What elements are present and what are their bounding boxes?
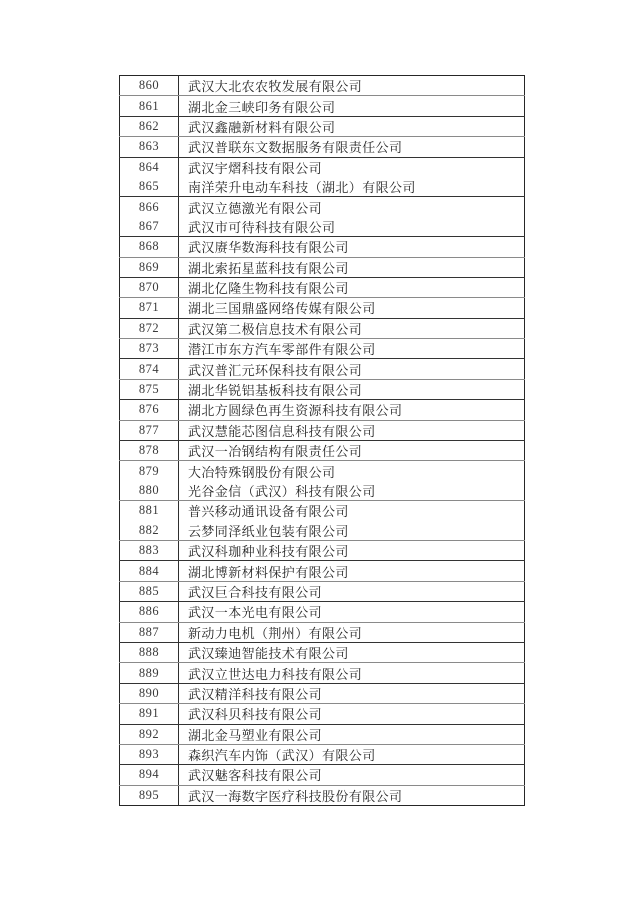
table-row <box>120 765 525 785</box>
table-row <box>120 785 525 805</box>
table-row <box>120 683 525 703</box>
company-name-cell: 武汉科贝科技有限公司 <box>179 704 525 724</box>
table-row <box>120 217 525 237</box>
company-name-cell: 武汉市可待科技有限公司 <box>179 217 525 237</box>
table-row <box>120 277 525 297</box>
company-name-cell: 武汉大北农农牧发展有限公司 <box>179 76 525 96</box>
company-table-body <box>120 76 525 806</box>
row-number-cell: 879 <box>120 461 179 481</box>
row-number-cell: 865 <box>120 177 179 197</box>
row-number-cell: 881 <box>120 501 179 521</box>
company-name-cell: 武汉立世达电力科技有限公司 <box>179 663 525 683</box>
row-number-cell: 883 <box>120 540 179 560</box>
row-number-cell: 872 <box>120 318 179 338</box>
row-number-cell: 893 <box>120 744 179 764</box>
table-row <box>120 359 525 379</box>
row-number-cell: 862 <box>120 116 179 136</box>
row-number-cell: 895 <box>120 785 179 805</box>
company-name-cell: 武汉慧能芯图信息科技有限公司 <box>179 420 525 440</box>
company-table-container <box>119 75 525 806</box>
row-number-cell: 886 <box>120 602 179 622</box>
table-row <box>120 339 525 359</box>
company-name-cell: 武汉魅客科技有限公司 <box>179 765 525 785</box>
table-row <box>120 441 525 461</box>
table-row <box>120 501 525 521</box>
table-row <box>120 379 525 399</box>
row-number-cell: 874 <box>120 359 179 379</box>
company-name-cell: 湖北博新材料保护有限公司 <box>179 561 525 581</box>
company-name-cell: 武汉巨合科技有限公司 <box>179 581 525 601</box>
row-number-cell: 866 <box>120 197 179 217</box>
table-row <box>120 602 525 622</box>
table-row <box>120 622 525 642</box>
row-number-cell: 877 <box>120 420 179 440</box>
company-name-cell: 武汉臻迪智能技术有限公司 <box>179 642 525 662</box>
row-number-cell: 861 <box>120 96 179 116</box>
table-row <box>120 642 525 662</box>
company-name-cell: 湖北金马塑业有限公司 <box>179 724 525 744</box>
row-number-cell: 885 <box>120 581 179 601</box>
company-name-cell: 大冶特殊钢股份有限公司 <box>188 464 336 480</box>
company-table <box>119 75 525 806</box>
company-name-cell: 湖北三国鼎盛网络传媒有限公司 <box>179 298 525 318</box>
row-number-cell: 869 <box>120 257 179 277</box>
company-name-cell: 武汉第二极信息技术有限公司 <box>179 318 525 338</box>
company-name-cell: 湖北索拓星蓝科技有限公司 <box>179 257 525 277</box>
company-name-cell: 武汉一本光电有限公司 <box>179 602 525 622</box>
row-number-cell: 870 <box>120 277 179 297</box>
company-name-cell: 武汉一冶钢结构有限责任公司 <box>179 441 525 461</box>
row-number-cell: 878 <box>120 441 179 461</box>
company-name-cell: 南洋荣升电动车科技（湖北）有限公司 <box>179 177 525 197</box>
table-row <box>120 157 525 177</box>
table-row <box>120 76 525 96</box>
table-row <box>120 521 525 541</box>
row-number-cell: 871 <box>120 298 179 318</box>
company-name-cell: 武汉一海数字医疗科技股份有限公司 <box>188 788 403 804</box>
table-row <box>120 177 525 197</box>
table-row <box>120 137 525 157</box>
company-name-cell: 新动力电机（荆州）有限公司 <box>179 622 525 642</box>
row-number-cell: 867 <box>120 217 179 237</box>
table-row <box>120 481 525 501</box>
table-row <box>120 561 525 581</box>
table-row <box>120 704 525 724</box>
row-number-cell: 884 <box>120 561 179 581</box>
table-row <box>120 116 525 136</box>
table-row <box>120 96 525 116</box>
company-name-cell: 湖北方圆绿色再生资源科技有限公司 <box>179 400 525 420</box>
row-number-cell: 887 <box>120 622 179 642</box>
company-name-cell: 森织汽车内饰（武汉）有限公司 <box>179 744 525 764</box>
company-name-cell: 湖北亿隆生物科技有限公司 <box>179 277 525 297</box>
company-name-cell: 武汉鑫融新材料有限公司 <box>179 116 525 136</box>
row-number-cell: 868 <box>120 237 179 257</box>
company-name-cell: 湖北华锐铝基板科技有限公司 <box>179 379 525 399</box>
table-row <box>120 318 525 338</box>
table-row <box>120 581 525 601</box>
table-row <box>120 540 525 560</box>
row-number-cell: 876 <box>120 400 179 420</box>
company-name-cell: 云梦同泽纸业包装有限公司 <box>179 521 525 541</box>
company-name-cell: 武汉宇熠科技有限公司 <box>188 160 323 176</box>
table-row <box>120 237 525 257</box>
row-number-cell: 863 <box>120 137 179 157</box>
company-name-cell: 普兴移动通讯设备有限公司 <box>188 504 349 520</box>
company-name-cell: 湖北金三峡印务有限公司 <box>179 96 525 116</box>
row-number-cell: 864 <box>120 157 179 177</box>
company-name-cell: 潜江市东方汽车零部件有限公司 <box>179 339 525 359</box>
row-number-cell: 892 <box>120 724 179 744</box>
row-number-cell: 891 <box>120 704 179 724</box>
company-name-cell: 光谷金信（武汉）科技有限公司 <box>179 481 525 501</box>
row-number-cell: 889 <box>120 663 179 683</box>
row-number-cell: 882 <box>120 521 179 541</box>
table-row <box>120 461 525 481</box>
company-name-cell: 武汉赓华数海科技有限公司 <box>179 237 525 257</box>
company-name-cell: 武汉精洋科技有限公司 <box>179 683 525 703</box>
row-number-cell: 894 <box>120 765 179 785</box>
table-row <box>120 420 525 440</box>
company-name-cell: 武汉立德激光有限公司 <box>188 200 323 216</box>
company-name-cell: 武汉普联东文数据服务有限责任公司 <box>179 137 525 157</box>
table-row <box>120 298 525 318</box>
company-name-cell: 武汉科珈种业科技有限公司 <box>179 540 525 560</box>
row-number-cell: 860 <box>120 76 179 96</box>
row-number-cell: 888 <box>120 642 179 662</box>
row-number-cell: 880 <box>120 481 179 501</box>
table-row <box>120 400 525 420</box>
company-name-cell: 武汉普汇元环保科技有限公司 <box>179 359 525 379</box>
table-row <box>120 724 525 744</box>
row-number-cell: 873 <box>120 339 179 359</box>
table-row <box>120 663 525 683</box>
row-number-cell: 890 <box>120 683 179 703</box>
row-number-cell: 875 <box>120 379 179 399</box>
table-row <box>120 257 525 277</box>
table-row <box>120 744 525 764</box>
table-row <box>120 197 525 217</box>
